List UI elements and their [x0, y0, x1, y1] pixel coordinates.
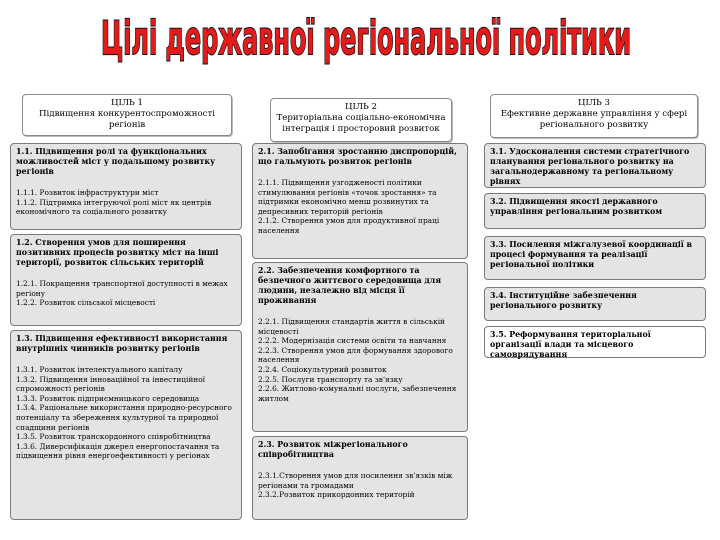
col2-box-1 — [252, 143, 468, 259]
box-subitem: 2.2.5. Послуги транспорту та зв'язку — [258, 374, 403, 384]
box-subitem: 1.1.1. Розвиток інфраструктури міст — [16, 188, 159, 197]
box-heading: 3.5. Реформування територіальної організації влади та місцевого самоврядування — [490, 330, 651, 359]
box-subitem: 2.3.1.Створення умов для посилення зв'язків між регіонами та громадами — [258, 471, 453, 490]
goal-3-header — [490, 94, 698, 138]
box-heading: 2.3. Розвиток міжрегіонального співробітництва — [258, 440, 408, 459]
goal-1-text: Підвищення конкурентоспроможності регіонів — [39, 109, 215, 130]
col3-box-3 — [484, 236, 706, 280]
box-subitem: 2.2.1. Підвищення стандартів життя в сільській місцевості — [258, 317, 445, 336]
box-subitem: 1.3.4. Раціональне використання природно-ресурсного потенціалу та збереження культурної та природної спадщини регіонів — [16, 403, 232, 432]
box-heading: 1.1. Підвищення ролі та функціональних можливостей міст у подальшому розвитку регіонів — [16, 147, 216, 176]
box-subitem: 1.3.5. Розвиток транскордонного співробітництва — [16, 432, 211, 442]
box-heading: 3.1. Удосконалення системи стратегічного планування регіонального розвитку на загальнодержавному та регіональному рівнях — [490, 147, 690, 186]
box-heading: 3.2. Підвищення якості державного управління регіональним розвитком — [490, 197, 663, 216]
col1-box-2 — [10, 234, 242, 326]
box-heading: 2.2. Забезпечення комфортного та безпечного життєвого середовища для людини, незалежно від місця її проживання — [258, 266, 442, 305]
col3-box-5 — [484, 326, 706, 358]
goal-2-text: Територіальна соціально-економічна інтеграція і просторовий розвиток — [276, 113, 446, 134]
box-subitem: 2.2.6. Житлово-комунальні послуги, забезпечення житлом — [258, 384, 457, 403]
box-subitem: 1.2.2. Розвиток сільської місцевості — [16, 298, 156, 308]
box-subitem: 1.3.1. Розвиток інтелектуального капіталу — [16, 365, 183, 374]
page-title — [96, 6, 636, 68]
box-subitem: 1.1.2. Підтримка інтегруючої ролі міст як центрів економічного та соціального розвитку — [16, 197, 212, 217]
box-heading: 2.1. Запобігання зростанню диспропорцій, що гальмують розвиток регіонів — [258, 147, 457, 166]
box-subitem: 2.2.4. Соціокультурний розвиток — [258, 364, 387, 374]
box-subitem: 2.3.2.Розвиток прикордонних територій — [258, 490, 415, 500]
box-heading: 3.4. Інституційне забезпечення регіонального розвитку — [490, 291, 637, 310]
goal-1-number: ЦІЛЬ 1 — [110, 98, 144, 108]
box-subitem: 2.1.2. Створення умов для продуктивної праці населення — [258, 216, 440, 235]
goal-2-number: ЦІЛЬ 2 — [344, 102, 378, 112]
col3-box-2 — [484, 193, 706, 229]
col2-box-2 — [252, 262, 468, 432]
goal-2-header — [270, 98, 452, 142]
box-subitem: 1.3.3. Розвиток підприємницького середовища — [16, 393, 200, 403]
goal-3-text: Ефективне державне управління у сфері регіонального розвитку — [500, 109, 688, 130]
box-subitem: 1.3.6. Диверсифікація джерел енергопостачання та підвищення рівня енергоефективності у регіонах — [16, 441, 220, 461]
goal-3-number: ЦІЛЬ 3 — [577, 98, 611, 108]
goal-1-header — [22, 94, 232, 136]
box-subitem: 1.3.2. Підвищення інноваційної та інвестиційної спроможності регіонів — [16, 374, 206, 394]
col1-box-3 — [10, 330, 242, 520]
col3-box-1 — [484, 143, 706, 188]
box-heading: 1.2. Створення умов для поширення позитивних процесів розвитку міст на інші території, розвиток сільських територій — [16, 238, 219, 267]
box-heading: 3.3. Посилення міжгалузевої координації в процесі формування та реалізації регіональної політики — [490, 240, 693, 269]
box-subitem: 2.2.2. Модернізація системи освіти та навчання — [258, 336, 447, 346]
box-subitem: 2.1.1. Підвищення узгодженості політики стимулювання регіонів «точок зростання» та підтримки економічно менш розвинутих та депресивних територій регіонів — [258, 178, 437, 216]
box-subitem: 1.2.1. Покращення транспортної доступності в межах регіону — [16, 279, 228, 298]
col3-box-4 — [484, 287, 706, 321]
col2-box-3 — [252, 436, 468, 520]
box-subitem: 2.2.3. Створення умов для формування здорового населення — [258, 345, 453, 365]
col1-box-1 — [10, 143, 242, 230]
box-heading: 1.3. Підвищення ефективності використання внутрішніх чинників розвитку регіонів — [16, 334, 228, 353]
title-text: Цілі державної регіональної політики — [101, 11, 631, 65]
